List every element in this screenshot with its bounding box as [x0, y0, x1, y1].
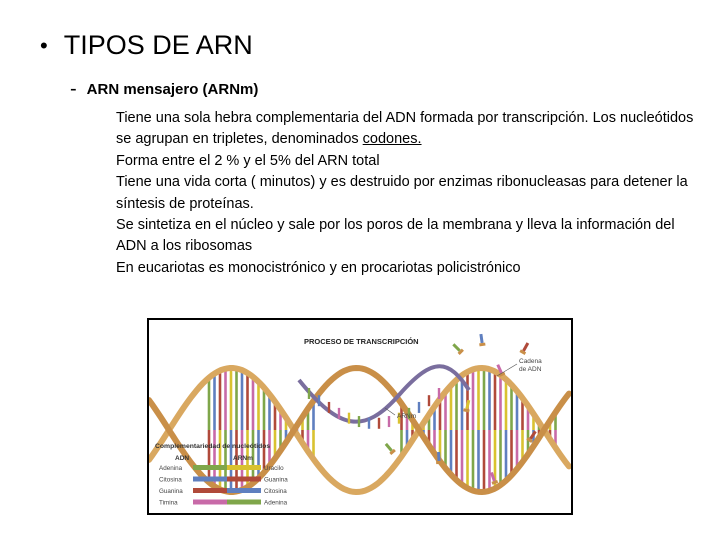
arnm-base-swatch [227, 477, 261, 482]
subtitle: ARN mensajero (ARNm) [86, 81, 259, 98]
arnm-pointer [385, 408, 395, 415]
dna-helix [149, 368, 569, 492]
table-header-arnm: ARNm [233, 455, 253, 462]
paragraph-3: Tiene una vida corta ( minutos) y es destruido por enzimas ribonucleasas para detener la síntesis de proteínas. [116, 174, 688, 212]
transcription-illustration [149, 320, 571, 513]
arnm-base-label: Uracilo [264, 465, 284, 472]
table-row [159, 488, 287, 495]
free-nucleotide [451, 342, 464, 355]
adn-base-label: Adenina [159, 465, 183, 472]
adn-base-label: Citosina [159, 476, 182, 484]
dash-marker: - [70, 78, 77, 100]
slide-title: TIPOS DE ARN [63, 30, 253, 60]
arnm-label: ARNm [397, 413, 417, 420]
table-header-adn: ADN [175, 455, 190, 462]
cadena-label-1: Cadena [519, 358, 542, 365]
adn-base-label: Guanina [159, 488, 183, 495]
arnm-base-swatch [227, 488, 261, 493]
paragraph-5: En eucariotas es monocistrónico y en procariotas policistrónico [116, 259, 521, 276]
arnm-base-label: Guanina [264, 476, 288, 484]
paragraph-1 [116, 108, 706, 151]
adn-base-swatch [193, 500, 227, 505]
table-rows [159, 465, 288, 507]
free-nucleotide [463, 400, 472, 413]
table-row [159, 465, 284, 472]
adn-base-swatch [193, 465, 227, 470]
arnm-base-swatch [227, 500, 261, 505]
codones-term: codones. [362, 131, 422, 148]
cadena-label-2: de ADN [519, 366, 542, 373]
transcription-figure [147, 318, 573, 515]
arnm-base-label: Citosina [264, 488, 287, 495]
adn-base-label: Timina [159, 499, 178, 507]
arnm-base-label: Adenina [264, 499, 288, 507]
paragraph-2: Forma entre el 2 % y el 5% del ARN total [116, 152, 380, 169]
free-nucleotide [384, 442, 396, 455]
paragraph-4: Se sintetiza en el núcleo y sale por los poros de la membrana y lleva la información del ADN a los ribosomas [116, 217, 675, 255]
table-title: Complementariedad de nucleótidos [155, 443, 271, 450]
free-nucleotide [519, 342, 530, 355]
table-row [159, 477, 288, 484]
table-row [159, 500, 288, 507]
arnm-base-swatch [227, 465, 261, 470]
figure-title: PROCESO DE TRANSCRIPCIÓN [304, 337, 419, 346]
adn-base-swatch [193, 477, 227, 482]
adn-base-swatch [193, 488, 227, 493]
free-nucleotide [478, 334, 486, 347]
slide-title-row [40, 30, 253, 61]
paragraph-1-text: Tiene una sola hebra complementaria del ADN formada por transcripción. Los nucleótidos se agrupan en tripletes, denominados [116, 110, 694, 148]
body-text [116, 108, 706, 279]
bullet-icon: • [40, 32, 48, 58]
subtitle-row [70, 78, 258, 101]
